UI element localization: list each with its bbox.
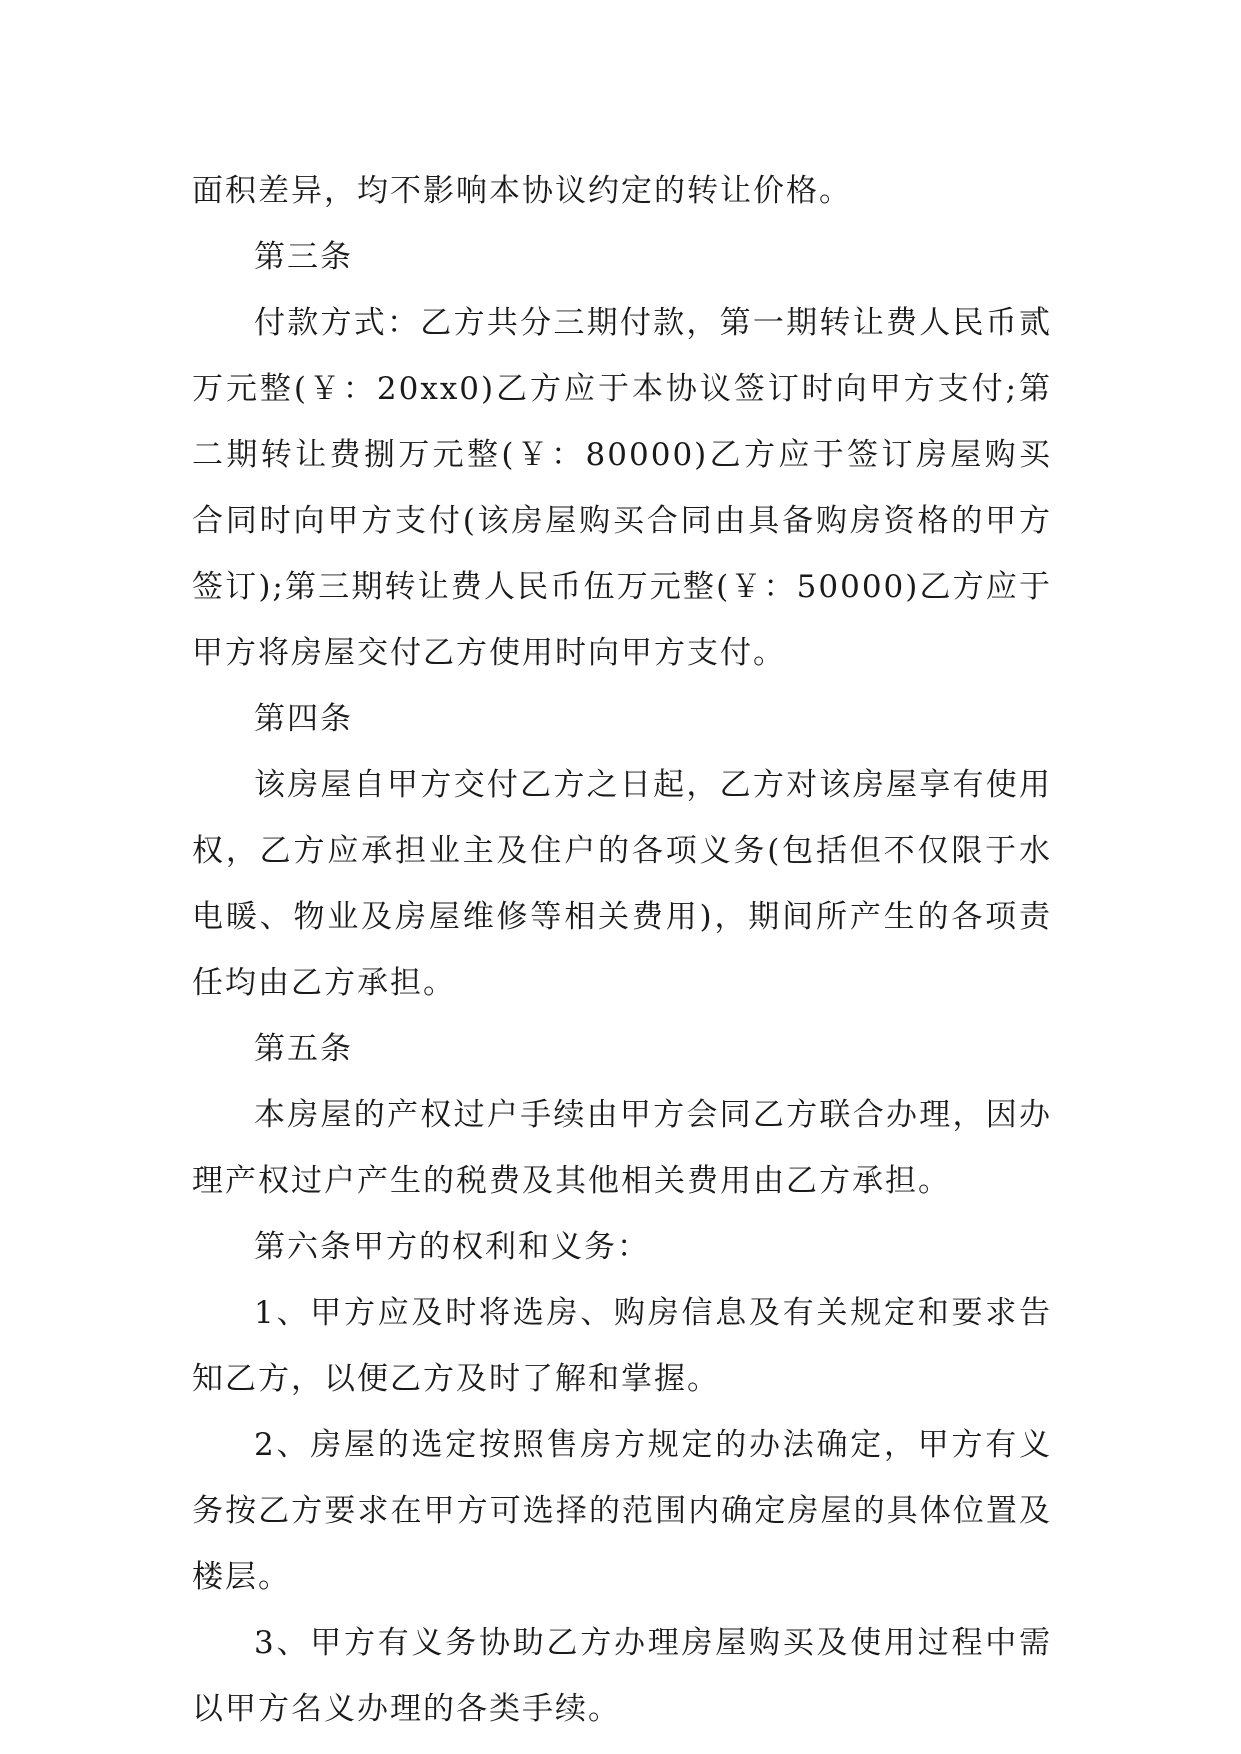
paragraph-payment-terms: 付款方式：乙方共分三期付款，第一期转让费人民币贰万元整(￥：20xx0)乙方应于本协议签订时向甲方支付;第二期转让费捌万元整(￥：80000)乙方应于签订房屋购买合同时向甲方支付(该房屋购买合同由具备购房资格的甲方签订);第三期转让费人民币伍万元整(￥：50000)乙方应于甲方将房屋交付乙方使用时向甲方支付。	[192, 305, 1052, 671]
list-item-3: 3、甲方有义务协助乙方办理房屋购买及使用过程中需以甲方名义办理的各类手续。	[192, 1625, 1052, 1727]
article-4-heading: 第四条	[254, 701, 353, 737]
paragraph-area-difference: 面积差异，均不影响本协议约定的转让价格。	[192, 173, 852, 209]
article-5-heading: 第五条	[254, 1031, 353, 1067]
article-6-heading: 第六条甲方的权利和义务：	[254, 1229, 650, 1265]
article-3-heading: 第三条	[254, 239, 353, 275]
document-body	[192, 158, 1052, 1742]
list-item-2: 2、房屋的选定按照售房方规定的办法确定，甲方有义务按乙方要求在甲方可选择的范围内确定房屋的具体位置及楼层。	[192, 1427, 1052, 1595]
list-item-1: 1、甲方应及时将选房、购房信息及有关规定和要求告知乙方，以便乙方及时了解和掌握。	[192, 1295, 1052, 1397]
paragraph-usage-rights: 该房屋自甲方交付乙方之日起，乙方对该房屋享有使用权，乙方应承担业主及住户的各项义务(包括但不仅限于水电暖、物业及房屋维修等相关费用)，期间所产生的各项责任均由乙方承担。	[192, 767, 1052, 1001]
paragraph-title-transfer: 本房屋的产权过户手续由甲方会同乙方联合办理，因办理产权过户产生的税费及其他相关费用由乙方承担。	[192, 1097, 1052, 1199]
